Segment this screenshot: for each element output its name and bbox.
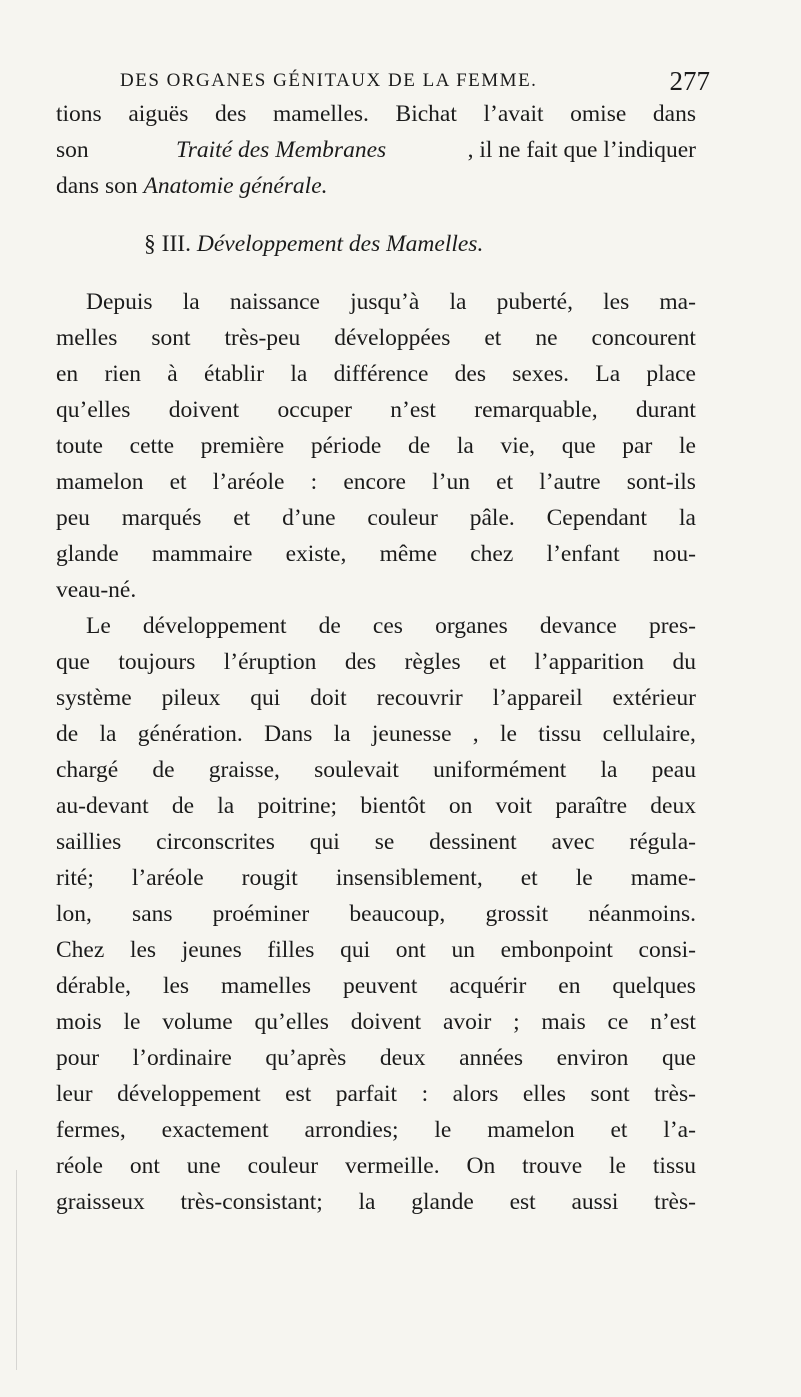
word: omise [570, 101, 627, 127]
text-segment: § III. [144, 231, 197, 257]
word: d’une [282, 505, 336, 531]
text-line [56, 572, 696, 608]
word: tions [56, 101, 102, 127]
word: le [575, 865, 593, 891]
word: un [451, 937, 475, 963]
word: ne [535, 325, 558, 351]
word: beaucoup, [349, 901, 446, 927]
word: proéminer [212, 901, 310, 927]
word: sans [132, 901, 173, 927]
word: développement [142, 613, 287, 639]
word: qui [250, 685, 281, 711]
word: mammaire [151, 541, 253, 567]
word: tissu [538, 721, 582, 747]
word: des [215, 101, 247, 127]
text-segment: , il ne fait que l’indiquer [467, 137, 696, 163]
word: la [456, 433, 474, 459]
text-line [56, 464, 696, 500]
word: vermeille. [344, 1153, 440, 1179]
word: parfait [335, 1081, 398, 1107]
word: le [609, 1153, 626, 1179]
word: qu’après [265, 1045, 347, 1071]
text-line [56, 644, 696, 680]
word: environ [556, 1045, 629, 1071]
word: doit [310, 685, 347, 711]
text-line [56, 1076, 696, 1112]
word: filles [267, 937, 315, 963]
word: alors [452, 1081, 499, 1107]
word: de [407, 433, 431, 459]
word: melles [56, 325, 118, 351]
word: l’apparition [534, 649, 645, 675]
word: l’enfant [546, 541, 620, 567]
word: ont [395, 937, 426, 963]
word: une [186, 1153, 221, 1179]
word: , [472, 721, 479, 747]
word: : [421, 1081, 429, 1107]
word: le [499, 721, 517, 747]
word: période [310, 433, 382, 459]
word: Le [86, 613, 111, 639]
word: Dans [264, 721, 313, 747]
word: peuvent [343, 973, 418, 999]
word: place [646, 361, 696, 387]
word: rité; [56, 865, 94, 891]
word: sont-ils [626, 469, 696, 495]
word: volume [162, 1009, 233, 1035]
word: marqués [121, 505, 202, 531]
word: mamelon [56, 469, 144, 495]
word: toute [56, 433, 103, 459]
word: jeunes [181, 937, 242, 963]
word: le [123, 1009, 141, 1035]
word: des [344, 649, 377, 675]
word: peau [651, 757, 696, 783]
italic-text: Anatomie générale. [143, 173, 328, 199]
word: la [99, 721, 117, 747]
word: couleur [247, 1153, 319, 1179]
word: la [182, 289, 200, 315]
text-line [56, 1112, 696, 1148]
word: dessinent [429, 829, 517, 855]
word: embonpoint [500, 937, 613, 963]
word: très-peu [224, 325, 301, 351]
word: de [152, 757, 175, 783]
word: acquérir [449, 973, 527, 999]
word: ce [607, 1009, 629, 1035]
word: les [129, 937, 157, 963]
word: ma- [659, 289, 696, 315]
word: bientôt [360, 793, 426, 819]
word: soulevait [314, 757, 399, 783]
word: jeunesse [371, 721, 452, 747]
word: graisseux [56, 1189, 145, 1215]
word: Depuis [86, 289, 153, 315]
word: aiguës [128, 101, 189, 127]
word: mais [541, 1009, 586, 1035]
text-line [56, 680, 696, 716]
word: glande [411, 1189, 474, 1215]
text-segment: son [56, 137, 95, 163]
word: génération. [137, 721, 243, 747]
word: nou- [652, 541, 696, 567]
word: remarquable, [474, 397, 598, 423]
word: avoir [442, 1009, 492, 1035]
word: pileux [161, 685, 221, 711]
word: toujours [118, 649, 196, 675]
word: l’appareil [492, 685, 583, 711]
word: la [217, 793, 235, 819]
word: Bichat [395, 101, 457, 127]
text-line [56, 132, 696, 168]
word: et [484, 325, 502, 351]
word: doivent [350, 1009, 422, 1035]
word: est [285, 1081, 312, 1107]
word: que [661, 1045, 696, 1071]
text-line [56, 1040, 696, 1076]
word: qu’elles [56, 397, 131, 423]
word: Chez [56, 937, 105, 963]
word: La [595, 361, 621, 387]
word: et [489, 649, 507, 675]
text-segment: veau-né. [56, 577, 137, 603]
word: on [448, 793, 473, 819]
word: lon, [56, 901, 92, 927]
word: pâle. [469, 505, 515, 531]
word: poitrine; [257, 793, 338, 819]
word: mamelles [221, 973, 312, 999]
text-line [56, 788, 696, 824]
word: tissu [652, 1153, 696, 1179]
word: ces [372, 613, 403, 639]
word: n’est [390, 397, 436, 423]
word: mamelon [487, 1117, 575, 1143]
word: avec [551, 829, 595, 855]
word: arrondies; [304, 1117, 399, 1143]
word: au-devant [56, 793, 149, 819]
italic-text: Traité des Membranes [175, 137, 387, 163]
word: et [496, 469, 514, 495]
word: rougit [241, 865, 298, 891]
word: mois [56, 1009, 102, 1035]
text-line [56, 168, 696, 204]
text-line [56, 1004, 696, 1040]
text-line [56, 896, 696, 932]
word: peu [56, 505, 90, 531]
word: de [318, 613, 341, 639]
word: sont [590, 1081, 630, 1107]
word: très- [654, 1189, 696, 1215]
word: pres- [648, 613, 696, 639]
word: deux [379, 1045, 426, 1071]
word: le [678, 433, 696, 459]
text-line [56, 356, 696, 392]
word: la [333, 721, 351, 747]
word: l’a- [663, 1117, 696, 1143]
word: l’éruption [223, 649, 317, 675]
word: l’aréole [131, 865, 204, 891]
word: paraître [555, 793, 628, 819]
word: et [233, 505, 251, 531]
word: encore [343, 469, 406, 495]
word: organes [435, 613, 508, 639]
word: cette [129, 433, 175, 459]
text-line [56, 752, 696, 788]
text-line [56, 96, 696, 132]
word: mamelles. [272, 101, 369, 127]
word: système [56, 685, 132, 711]
text-line [56, 1148, 696, 1184]
word: la [358, 1189, 376, 1215]
word: qui [309, 829, 340, 855]
word: l’avait [483, 101, 544, 127]
text-segment: dans son [56, 173, 144, 199]
page-number: 277 [669, 66, 710, 96]
text-line [56, 968, 696, 1004]
word: de [171, 793, 195, 819]
word: Cependant [546, 505, 648, 531]
text-line [56, 932, 696, 968]
text-line [56, 428, 696, 464]
word: On [466, 1153, 496, 1179]
word: glande [56, 541, 119, 567]
word: la [290, 361, 308, 387]
word: que [561, 433, 596, 459]
word: mame- [630, 865, 696, 891]
word: concourent [591, 325, 696, 351]
italic-text: Développement des Mamelles. [196, 231, 484, 257]
word: du [672, 649, 696, 675]
word: l’aréole [212, 469, 285, 495]
text-line [56, 320, 696, 356]
word: le [434, 1117, 452, 1143]
word: chargé [56, 757, 119, 783]
section-heading [56, 226, 696, 262]
word: la [600, 757, 618, 783]
word: pour [56, 1045, 100, 1071]
word: la [678, 505, 696, 531]
word: à [167, 361, 178, 387]
word: l’ordinaire [132, 1045, 232, 1071]
text-line [56, 860, 696, 896]
word: très- [654, 1081, 696, 1107]
word: vie, [500, 433, 536, 459]
word: dans [652, 101, 696, 127]
word: uniformément [433, 757, 567, 783]
word: sont [151, 325, 191, 351]
word: couleur [367, 505, 438, 531]
text-line [56, 608, 696, 644]
word: rien [104, 361, 142, 387]
word: jusqu’à [350, 289, 420, 315]
word: extérieur [612, 685, 696, 711]
word: établir [204, 361, 265, 387]
word: est [509, 1189, 536, 1215]
word: se [374, 829, 395, 855]
word: très-consistant; [180, 1189, 323, 1215]
gutter-shadow [16, 1170, 17, 1370]
word: elles [522, 1081, 566, 1107]
word: des [454, 361, 486, 387]
word: exactement [161, 1117, 269, 1143]
word: de [56, 721, 79, 747]
word: même [379, 541, 437, 567]
text-line [56, 716, 696, 752]
word: sexes. [512, 361, 570, 387]
body-text [56, 96, 696, 1220]
word: recouvrir [376, 685, 463, 711]
word: et [610, 1117, 628, 1143]
running-title: DES ORGANES GÉNITAUX DE LA FEMME. [120, 70, 538, 91]
word: leur [56, 1081, 93, 1107]
word: cellulaire, [602, 721, 696, 747]
word: années [459, 1045, 524, 1071]
word: ont [129, 1153, 160, 1179]
word: quelques [612, 973, 696, 999]
word: puberté, [496, 289, 573, 315]
word: naissance [229, 289, 320, 315]
text-line [56, 1184, 696, 1220]
word: l’autre [539, 469, 601, 495]
word: grossit [485, 901, 549, 927]
word: existe, [285, 541, 347, 567]
text-line [56, 500, 696, 536]
word: dérable, [56, 973, 132, 999]
word: que [56, 649, 90, 675]
word: les [603, 289, 630, 315]
word: n’est [650, 1009, 696, 1035]
word: néanmoins. [588, 901, 696, 927]
word: la [449, 289, 467, 315]
word: et [169, 469, 187, 495]
text-line [56, 284, 696, 320]
word: développées [334, 325, 451, 351]
word: qui [340, 937, 371, 963]
word: les [162, 973, 190, 999]
word: l’un [432, 469, 470, 495]
word: saillies [56, 829, 122, 855]
word: : [310, 469, 318, 495]
text-line [56, 392, 696, 428]
word: insensiblement, [335, 865, 483, 891]
word: durant [635, 397, 696, 423]
word: aussi [571, 1189, 619, 1215]
word: régula- [629, 829, 696, 855]
word: en [558, 973, 581, 999]
word: première [200, 433, 285, 459]
text-line [56, 824, 696, 860]
word: en [56, 361, 79, 387]
word: et [520, 865, 538, 891]
word: qu’elles [254, 1009, 329, 1035]
word: règles [404, 649, 461, 675]
word: circonscrites [156, 829, 275, 855]
word: graisse, [208, 757, 280, 783]
word: consi- [638, 937, 696, 963]
word: ; [513, 1009, 520, 1035]
word: différence [333, 361, 429, 387]
word: fermes, [56, 1117, 126, 1143]
word: doivent [168, 397, 240, 423]
word: développement [117, 1081, 261, 1107]
word: chez [470, 541, 514, 567]
word: deux [650, 793, 696, 819]
word: réole [56, 1153, 103, 1179]
word: trouve [522, 1153, 583, 1179]
word: voit [495, 793, 533, 819]
word: par [622, 433, 653, 459]
word: devance [539, 613, 617, 639]
word: occuper [277, 397, 352, 423]
text-line [56, 536, 696, 572]
